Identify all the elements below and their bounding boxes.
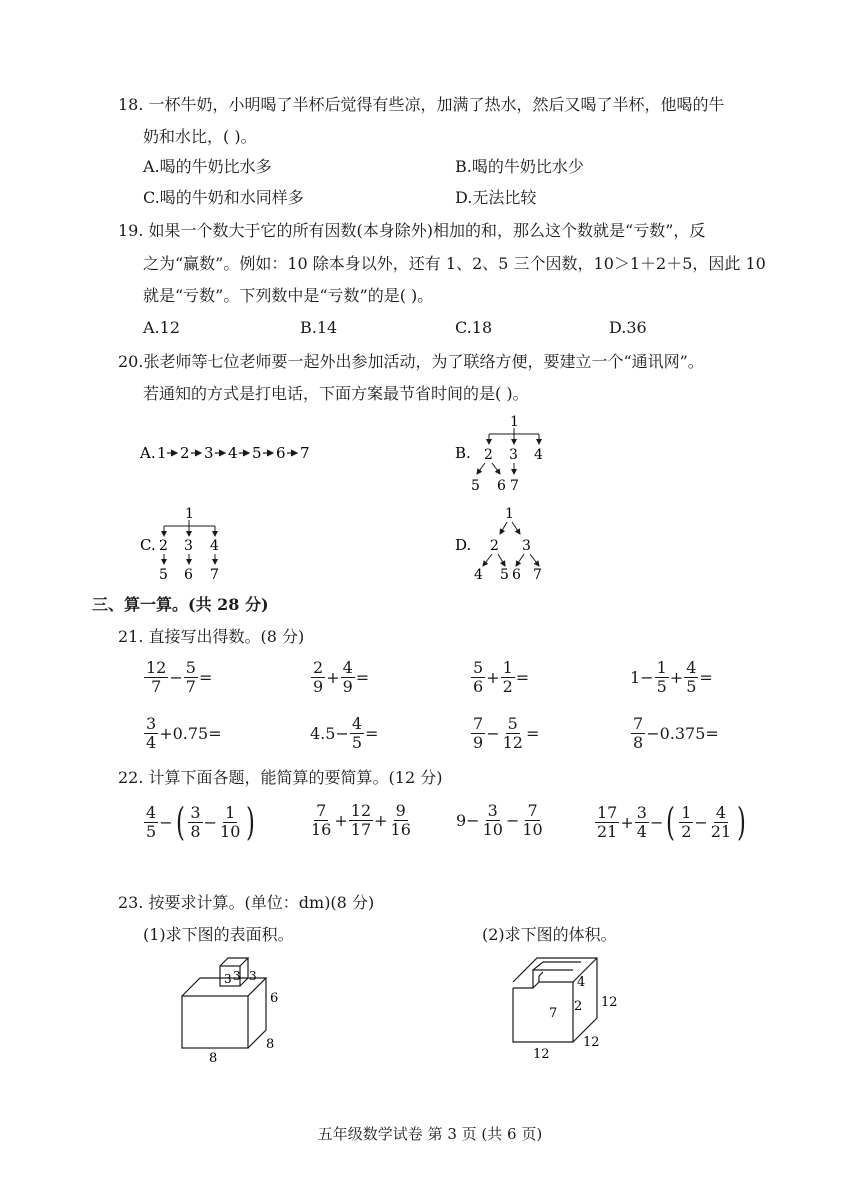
fig1-height: 6 <box>270 991 279 1006</box>
q23-figure-1 <box>170 950 310 1065</box>
d-node-4: 4 <box>474 567 483 583</box>
q21-expr-8: $\frac{7}{8}$ −0.375= <box>633 714 719 752</box>
q20-a-node-7: 7 <box>300 444 310 462</box>
fig1-small-1: 3 <box>224 972 232 986</box>
q20-option-d-label: D. <box>455 536 472 554</box>
q22-expr-2: $\frac{7}{16}$ + $\frac{12}{17}$ + $\frac{9}{16}$ <box>311 801 411 839</box>
fig2-depth: 12 <box>583 1035 600 1050</box>
fig2-hole-d: 2 <box>574 999 583 1014</box>
q23-figure-2 <box>505 950 635 1065</box>
q21-expr-2: $\frac{2}{9}$ + $\frac{4}{9}$ = <box>313 658 370 696</box>
c-node-3: 3 <box>184 538 193 554</box>
c-node-2: 2 <box>159 538 168 554</box>
d-node-2: 2 <box>490 538 499 554</box>
q21-expr-3: $\frac{5}{6}$ + $\frac{1}{2}$ = <box>473 658 530 696</box>
q20-a-node-3: 3 <box>204 444 214 462</box>
q19-option-d: D.36 <box>609 318 647 337</box>
q19-line2: 之为“赢数”。例如：10 除本身以外，还有 1、2、5 三个因数，10＞1＋2＋5，因此 10 <box>143 254 766 273</box>
fig2-height: 12 <box>601 995 618 1010</box>
fig2-width: 12 <box>533 1047 550 1062</box>
q20-option-c-diagram <box>135 502 245 586</box>
fig1-small-2: 3 <box>233 969 241 983</box>
q18-option-b: B.喝的牛奶比水少 <box>455 157 584 176</box>
q19-option-b: B.14 <box>300 318 338 337</box>
q21-expr-1: $\frac{12}{7}$ − $\frac{5}{7}$ = <box>146 658 213 696</box>
q20-a-node-5: 5 <box>252 444 262 462</box>
q18-option-d: D.无法比较 <box>455 188 537 207</box>
fig2-hole-h: 4 <box>577 975 586 990</box>
q23-title: 23. 按要求计算。(单位：dm)(8 分) <box>118 893 375 912</box>
section-3-heading: 三、算一算。(共 28 分) <box>92 595 269 614</box>
c-node-1: 1 <box>185 506 194 522</box>
q20-line2: 若通知的方式是打电话，下面方案最节省时间的是( )。 <box>143 384 529 403</box>
b-node-7: 7 <box>510 478 519 494</box>
q20-option-b-label: B. <box>455 444 471 462</box>
fig2-hole-w: 7 <box>549 1006 558 1021</box>
q18-option-c: C.喝的牛奶和水同样多 <box>143 188 304 207</box>
q21-expr-6: 4.5− $\frac{4}{5}$ = <box>310 714 379 752</box>
q23-sub1: (1)求下图的表面积。 <box>143 925 294 944</box>
page-footer: 五年级数学试卷 第 3 页 (共 6 页) <box>317 1125 543 1143</box>
fig1-width: 8 <box>209 1051 218 1065</box>
q20-a-node-6: 6 <box>276 444 286 462</box>
q21-expr-5: $\frac{3}{4}$ +0.75= <box>146 714 222 752</box>
fig1-depth: 8 <box>266 1037 275 1052</box>
c-node-5: 5 <box>159 567 168 583</box>
q21-expr-4: 1− $\frac{1}{5}$ + $\frac{4}{5}$ = <box>630 658 713 696</box>
d-node-5: 5 <box>500 567 509 583</box>
q20-a-node-1: 1 <box>157 444 167 462</box>
q20-option-a-diagram <box>135 440 335 466</box>
b-node-6: 6 <box>497 478 506 494</box>
q20-option-a-label: A. <box>140 444 156 462</box>
q21-title: 21. 直接写出得数。(8 分) <box>118 627 305 646</box>
q23-sub2: (2)求下图的体积。 <box>482 925 617 944</box>
d-node-1: 1 <box>505 506 514 522</box>
q20-option-b-diagram <box>450 410 570 500</box>
b-node-2: 2 <box>484 447 493 463</box>
q18-line1: 18. 一杯牛奶，小明喝了半杯后觉得有些凉，加满了热水，然后又喝了半杯，他喝的牛 <box>118 95 725 114</box>
c-node-6: 6 <box>184 567 193 583</box>
b-node-1: 1 <box>510 414 519 430</box>
q22-expr-3: 9− $\frac{3}{10}$ − $\frac{7}{10}$ <box>456 801 543 839</box>
fig1-small-3: 3 <box>249 969 257 983</box>
q22-expr-1: $\frac{4}{5}$ − ( $\frac{3}{8}$ − $\frac{1}{10}$ ) <box>146 800 256 844</box>
c-node-7: 7 <box>210 567 219 583</box>
d-node-7: 7 <box>533 567 542 583</box>
q19-line1: 19. 如果一个数大于它的所有因数(本身除外)相加的和，那么这个数就是“亏数”，反 <box>118 221 706 240</box>
q22-title: 22. 计算下面各题，能简算的要简算。(12 分) <box>118 768 443 787</box>
q20-line1: 20.张老师等七位老师要一起外出参加活动，为了联络方便，要建立一个“通讯网”。 <box>118 352 704 371</box>
q18-line2: 奶和水比，( )。 <box>143 127 257 146</box>
b-node-4: 4 <box>534 447 543 463</box>
q19-option-a: A.12 <box>143 318 180 337</box>
q19-line3: 就是“亏数”。下列数中是“亏数”的是( )。 <box>143 286 434 305</box>
q20-a-node-4: 4 <box>228 444 238 462</box>
b-node-5: 5 <box>471 478 480 494</box>
q22-expr-4: $\frac{17}{21}$ + $\frac{3}{4}$ − ( $\frac{1}{2}$ − $\frac{4}{21}$ ) <box>597 800 747 844</box>
q18-option-a: A.喝的牛奶比水多 <box>143 157 272 176</box>
c-node-4: 4 <box>210 538 219 554</box>
q21-expr-7: $\frac{7}{9}$ − $\frac{5}{12}$ = <box>473 714 540 752</box>
q20-option-d-diagram <box>450 502 560 586</box>
q20-option-c-label: C. <box>140 536 156 554</box>
d-node-3: 3 <box>522 538 531 554</box>
q20-a-node-2: 2 <box>180 444 190 462</box>
q19-option-c: C.18 <box>455 318 493 337</box>
b-node-3: 3 <box>509 447 518 463</box>
d-node-6: 6 <box>512 567 521 583</box>
